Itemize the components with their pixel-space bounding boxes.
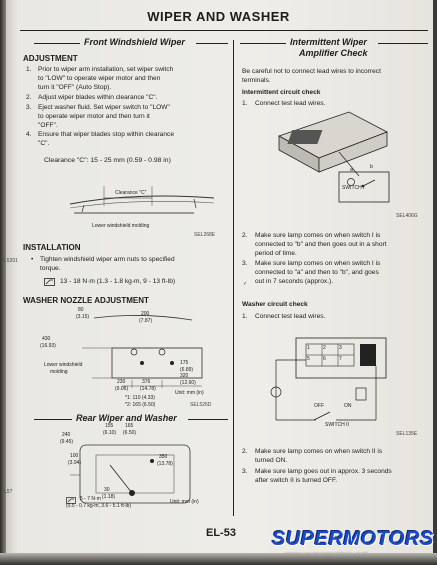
dim-175: 175 — [180, 360, 189, 366]
circuit-step-line: connected to "b" and then goes out in a short — [255, 241, 387, 248]
circuit-step-number: 3. — [242, 260, 248, 267]
unit-label-rear: Unit: mm (in) — [170, 499, 199, 505]
installation-heading: INSTALLATION — [23, 243, 81, 252]
off-label: OFF — [314, 403, 324, 409]
dim-80: 80 — [78, 307, 84, 313]
stray-mark: ✓ — [243, 281, 248, 287]
dim-200: 200 — [141, 311, 150, 317]
page-number: EL-53 — [206, 527, 236, 539]
dim-320-in: (12.60) — [180, 380, 196, 386]
note-2: *2: 165 (6.50) — [125, 402, 156, 408]
grid-6: 6 — [323, 356, 326, 362]
dim-240-in: (9.45) — [60, 439, 74, 445]
margin-mark-top: L5201 — [4, 258, 18, 264]
dim-376: 376 — [142, 379, 151, 385]
grid-3: 3 — [339, 345, 342, 351]
nozzle-heading: WASHER NOZZLE ADJUSTMENT — [23, 296, 149, 305]
clearance-spec: Clearance "C": 15 - 25 mm (0.59 - 0.98 in) — [44, 157, 171, 164]
circuit-step-line: period of time. — [255, 250, 297, 257]
dim-175-in: (6.89) — [180, 367, 194, 373]
figure-code-4: SEL406G — [396, 213, 418, 219]
dim-320: 320 — [180, 373, 189, 379]
page-title: WIPER AND WASHER — [147, 9, 290, 24]
note-1: *1: 110 (4.33) — [125, 395, 155, 401]
right-rule-left — [240, 43, 286, 44]
section-rule-right — [196, 43, 228, 44]
dim-200-in: (7.87) — [139, 318, 153, 324]
adjustment-step-number: 2. — [26, 94, 32, 101]
grid-7: 7 — [339, 356, 342, 362]
molding-label: Lower windshield molding — [92, 223, 150, 229]
grid-2: 2 — [323, 345, 326, 351]
grid-1: 1 — [307, 345, 310, 351]
adjustment-step-line: "OFF". — [38, 122, 58, 129]
figure-code: SEL268E — [194, 232, 216, 238]
switch-b-label: b — [370, 164, 373, 170]
circuit-step-line: Make sure lamp comes on when switch I is — [255, 232, 381, 239]
adjustment-heading: ADJUSTMENT — [23, 54, 78, 63]
torque-spec: 13 - 18 N·m (1.3 - 1.8 kg-m, 9 - 13 ft-lb) — [60, 278, 176, 285]
scan-edge-right — [433, 0, 437, 565]
installation-text-2: torque. — [40, 265, 61, 272]
dim-230-in: (9.06) — [115, 386, 129, 392]
adjustment-step-number: 1. — [26, 66, 32, 73]
right-rule-right — [378, 43, 428, 44]
adjustment-step-line: to operate wiper motor and then turn it — [38, 113, 150, 120]
dim-155: 155 — [105, 423, 114, 429]
intro-1: Be careful not to connect lead wires to incorrect — [242, 68, 381, 75]
adjustment-step-number: 4. — [26, 131, 32, 138]
intermittent-test-figure — [279, 112, 419, 222]
dim-155-in: (6.10) — [103, 430, 117, 436]
intermittent-title: Intermittent Wiper — [290, 37, 367, 47]
dim-350-in: (13.78) — [157, 461, 173, 467]
lower-molding-label: Lower windshield — [44, 362, 83, 368]
column-divider — [233, 40, 234, 516]
dim-30: 30 — [104, 487, 110, 493]
dim-80-in: (3.15) — [76, 314, 90, 320]
dim-430-in: (16.93) — [40, 343, 56, 349]
adjustment-step-line: Prior to wiper arm installation, set wiper switch — [38, 66, 174, 73]
switch-a-label: a — [350, 167, 353, 173]
wrench-torque-icon — [44, 278, 55, 286]
figure-code-5: SEL135E — [396, 431, 418, 437]
scan-edge-bottom — [0, 553, 437, 565]
circuit-heading: Intermittent circuit check — [242, 89, 321, 96]
dim-165: 165 — [125, 423, 134, 429]
rear-torque-1: 5 - 7 N·m — [80, 496, 101, 502]
clearance-label: Clearance "C" — [115, 190, 147, 196]
dim-350: 350 — [159, 454, 168, 460]
grid-5: 5 — [307, 356, 310, 362]
adjustment-step-line: Eject washer fluid. Set wiper switch to "LOW" — [38, 104, 170, 111]
dim-100: 100 — [70, 453, 79, 459]
lower-molding-label-2: molding — [50, 369, 68, 375]
on-label: ON — [344, 403, 352, 409]
rear-rule-right — [188, 419, 228, 420]
adjustment-step-line: turn it "OFF" (Auto Stop). — [38, 84, 112, 91]
title-rule — [20, 30, 428, 31]
dim-430: 430 — [42, 336, 51, 342]
washer-step-3b: after switch II is turned OFF. — [255, 477, 338, 484]
dim-165-in: (6.50) — [123, 430, 137, 436]
logo-brand: SUPERMOTORS — [272, 528, 434, 550]
intro-2: terminals. — [242, 77, 271, 84]
adjustment-step-line: to "LOW" to operate wiper motor and then — [38, 75, 161, 82]
adjustment-step-line: Adjust wiper blades within clearance "C". — [38, 94, 158, 101]
washer-step-3a: Make sure lamp goes out in approx. 3 seconds — [255, 468, 392, 475]
scan-edge-left — [0, 0, 6, 565]
washer-step-1-num: 1. — [242, 313, 248, 320]
washer-step-3-num: 3. — [242, 468, 248, 475]
installation-text-1: Tighten windshield wiper arm nuts to specified — [40, 256, 175, 263]
circuit-step-line: out in 7 seconds (approx.). — [255, 278, 334, 285]
bullet-icon: • — [31, 256, 34, 263]
circuit-step-number: 2. — [242, 232, 248, 239]
adjustment-step-number: 3. — [26, 104, 32, 111]
dim-376-in: (14.78) — [140, 386, 156, 392]
margin-mark-bottom: L5? — [4, 489, 13, 495]
switch-two-label: SWITCH II — [325, 422, 349, 428]
adjustment-step-line: "C". — [38, 140, 50, 147]
rear-torque-2: (0.5 - 0.7 kg-m, 3.6 - 5.1 ft-lb) — [66, 503, 132, 509]
rear-rule-left — [34, 419, 72, 420]
dim-100-in: (3.94) — [68, 460, 82, 466]
washer-step-2a: Make sure lamp comes on when switch II is — [255, 448, 383, 455]
circuit-step-line: Make sure lamp comes on when switch I is — [255, 260, 381, 267]
circuit-step-1: Connect test lead wires. — [255, 100, 326, 107]
adjustment-step-line: Ensure that wiper blades stop within clearance — [38, 131, 174, 138]
dim-240: 240 — [62, 432, 71, 438]
circuit-step-1-num: 1. — [242, 100, 248, 107]
figure-code-2: SEL526D — [190, 402, 212, 408]
rear-wiper-title: Rear Wiper and Washer — [76, 413, 177, 423]
unit-label: Unit: mm (in) — [175, 390, 204, 396]
washer-step-2-num: 2. — [242, 448, 248, 455]
washer-heading: Washer circuit check — [242, 301, 308, 308]
front-wiper-title: Front Windshield Wiper — [84, 37, 185, 47]
circuit-step-line: connected to "a" and then to "b", and goes — [255, 269, 379, 276]
amplifier-title: Amplifier Check — [299, 48, 368, 58]
switch-one-label: SWITCH I — [342, 185, 365, 191]
dim-230: 230 — [117, 379, 126, 385]
washer-step-1: Connect test lead wires. — [255, 313, 326, 320]
washer-step-2b: turned ON. — [255, 457, 288, 464]
dim-30-in: (1.18) — [102, 494, 116, 500]
section-rule-left — [34, 43, 80, 44]
